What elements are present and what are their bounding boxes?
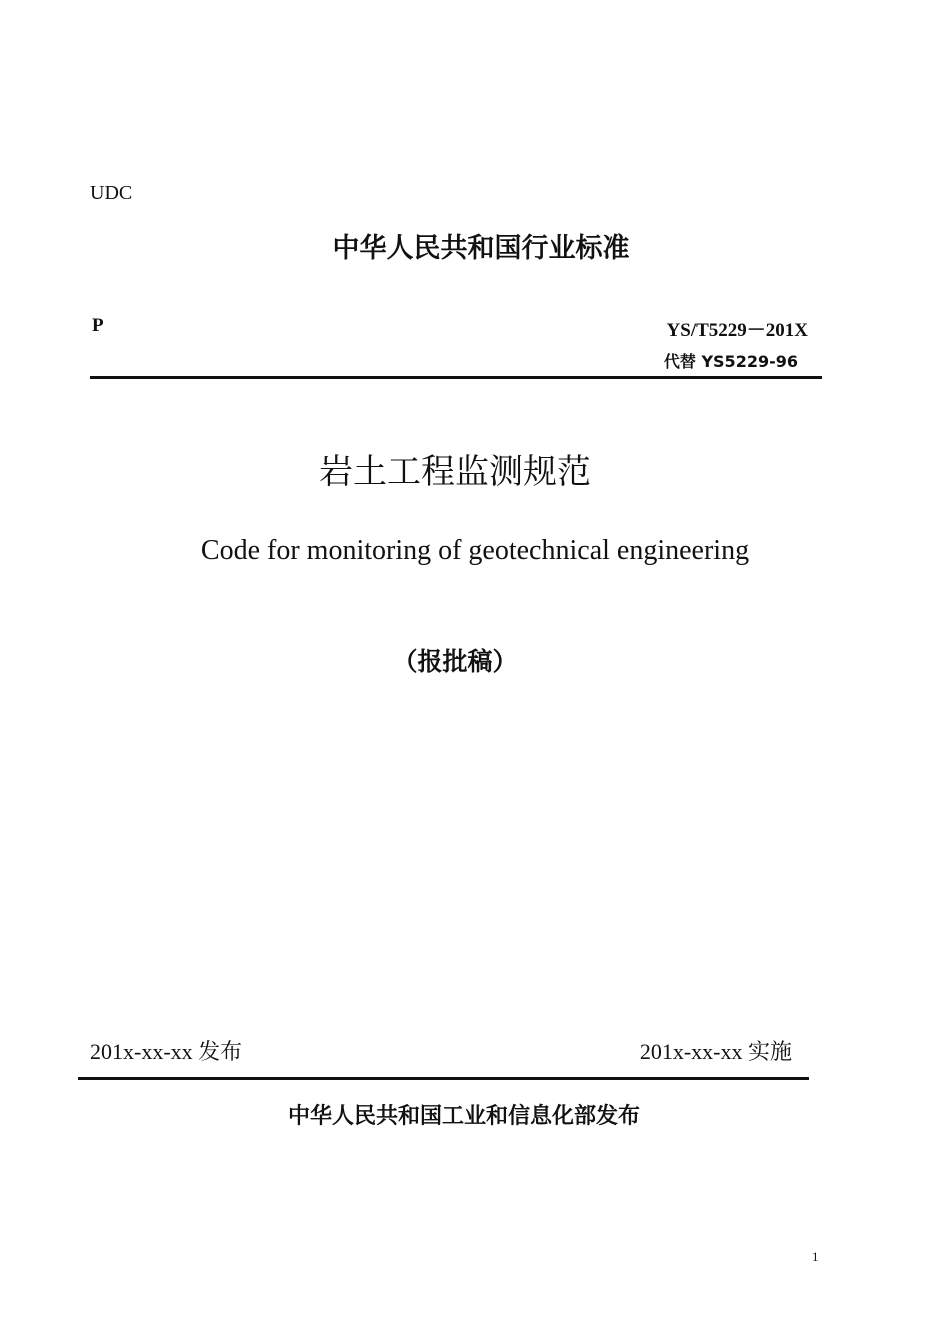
- document-title-chinese: 岩土工程监测规范: [319, 452, 591, 492]
- document-title-english: Code for monitoring of geotechnical engineering: [200, 535, 750, 566]
- bottom-divider: [78, 1077, 809, 1080]
- replaces-standard: 代替 YS5229-96: [663, 352, 798, 371]
- industry-standard-title: 中华人民共和国行业标准: [332, 233, 630, 264]
- draft-status: （报批稿）: [392, 647, 518, 676]
- classification-code: P: [92, 315, 104, 336]
- effective-date: 201x-xx-xx 实施: [639, 1039, 792, 1064]
- top-divider: [90, 376, 822, 379]
- page-number: 1: [812, 1249, 819, 1264]
- standard-number: YS/T5229－201X: [666, 320, 808, 341]
- release-date: 201x-xx-xx 发布: [90, 1039, 243, 1064]
- udc-label: UDC: [90, 182, 133, 204]
- issuing-authority: 中华人民共和国工业和信息化部发布: [287, 1104, 640, 1129]
